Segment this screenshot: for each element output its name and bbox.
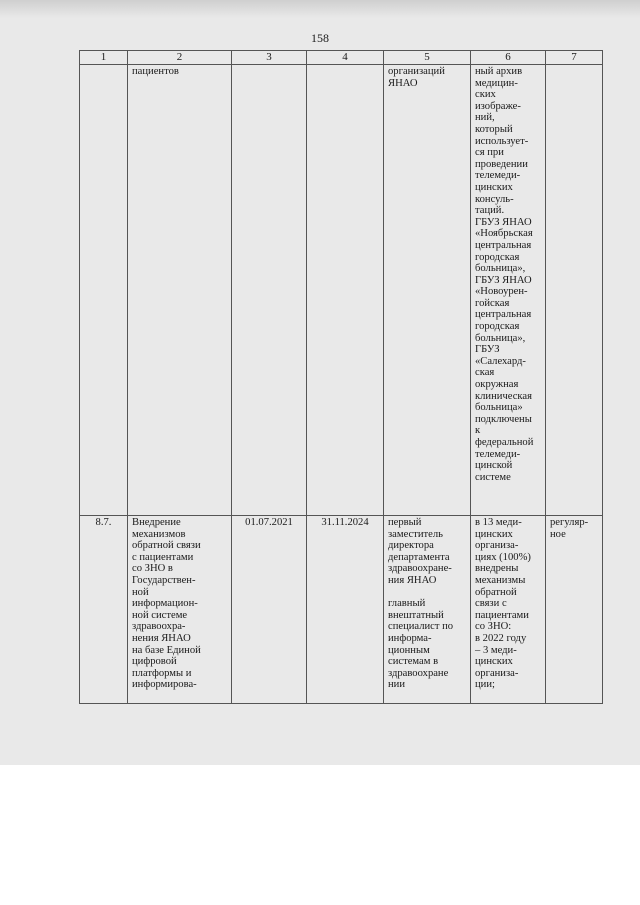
table-row bbox=[80, 516, 603, 704]
header-col-7: 7 bbox=[546, 51, 603, 65]
text-line: Государствен- bbox=[132, 574, 196, 586]
text-line: со ЗНО в bbox=[132, 563, 173, 575]
text-line: Внедрение bbox=[132, 517, 181, 528]
cell-number bbox=[80, 65, 128, 516]
text-line: консуль- bbox=[475, 193, 514, 205]
text-line: обратной bbox=[475, 586, 517, 598]
text-line: регуляр- bbox=[550, 517, 589, 528]
text-line: центральная bbox=[475, 309, 532, 321]
cell-activity bbox=[128, 65, 232, 516]
text-line: который bbox=[475, 123, 513, 135]
text-line: ния ЯНАО bbox=[388, 574, 437, 586]
text-line: цифровой bbox=[132, 656, 177, 668]
text-line: организа- bbox=[475, 540, 519, 552]
text-line: больница» bbox=[475, 402, 523, 414]
text-line: организа- bbox=[475, 667, 519, 679]
text-line: пациентов bbox=[132, 66, 179, 77]
text-line: ся при bbox=[475, 147, 504, 159]
header-col-2: 2 bbox=[128, 51, 232, 65]
page-number: 158 bbox=[311, 31, 329, 45]
text-line: городская bbox=[475, 251, 520, 263]
text-line: ный архив bbox=[475, 66, 523, 77]
text-line: системе bbox=[475, 471, 511, 483]
cell-responsible bbox=[384, 65, 471, 516]
responsible-second bbox=[388, 598, 466, 691]
text-line: медицин- bbox=[475, 77, 518, 89]
text-line: информирова- bbox=[132, 679, 197, 691]
text-line: гойская bbox=[475, 297, 510, 309]
text-line: в 2022 году bbox=[475, 632, 527, 644]
text-line: цинских bbox=[475, 528, 513, 540]
text-line: телемеди- bbox=[475, 170, 521, 182]
text-line: нии bbox=[388, 679, 406, 691]
cell-end-date: 31.11.2024 bbox=[307, 516, 384, 704]
text-line: к bbox=[475, 425, 481, 437]
text-line: департамента bbox=[388, 551, 450, 563]
text-line: обратной связи bbox=[132, 540, 201, 552]
header-col-5: 5 bbox=[384, 51, 471, 65]
header-row bbox=[80, 51, 603, 65]
text-line: окружная bbox=[475, 379, 519, 391]
text-line: внештатный bbox=[388, 609, 444, 621]
text-line: – 3 меди- bbox=[475, 644, 517, 656]
text-line: механизмов bbox=[132, 528, 186, 540]
text-line: «Ноябрьская bbox=[475, 228, 533, 240]
cell-frequency bbox=[546, 65, 603, 516]
text-line: с пациентами bbox=[132, 551, 194, 563]
header-col-1: 1 bbox=[80, 51, 128, 65]
text-line: со ЗНО: bbox=[475, 621, 512, 633]
text-line: информацион- bbox=[132, 598, 198, 610]
text-line: ГБУЗ ЯНАО bbox=[475, 216, 532, 228]
text-line: использует- bbox=[475, 135, 529, 147]
text-line: циях (100%) bbox=[475, 551, 531, 563]
plan-table bbox=[79, 50, 603, 704]
cell-start-date: 01.07.2021 bbox=[232, 516, 307, 704]
text-line: здравоохране- bbox=[388, 563, 452, 575]
text-line: «Новоурен- bbox=[475, 286, 528, 298]
text-line: первый bbox=[388, 517, 422, 528]
header-col-3: 3 bbox=[232, 51, 307, 65]
text-line: ГБУЗ bbox=[475, 344, 500, 356]
text-line: больница», bbox=[475, 332, 526, 344]
text-line: таций. bbox=[475, 205, 505, 217]
text-line: телемеди- bbox=[475, 448, 521, 460]
text-line: директора bbox=[388, 540, 434, 552]
cell-result bbox=[471, 65, 546, 516]
text-line: ских bbox=[475, 89, 496, 101]
text-line: здравоохране bbox=[388, 667, 449, 679]
text-line: цинской bbox=[475, 460, 513, 472]
text-line: городская bbox=[475, 321, 520, 333]
text-line: организаций bbox=[388, 66, 445, 77]
header-col-4: 4 bbox=[307, 51, 384, 65]
text-line: ной системе bbox=[132, 609, 188, 621]
text-line: ЯНАО bbox=[388, 77, 418, 89]
cell-frequency bbox=[546, 516, 603, 704]
text-line: ной bbox=[132, 586, 149, 598]
text-line: ний, bbox=[475, 112, 495, 124]
cell-result bbox=[471, 516, 546, 704]
cell-number: 8.7. bbox=[80, 516, 128, 704]
text-line: механизмы bbox=[475, 574, 526, 586]
text-line: ное bbox=[550, 528, 566, 540]
text-line: заместитель bbox=[388, 528, 444, 540]
text-line: связи с bbox=[475, 598, 507, 610]
text-line: нения ЯНАО bbox=[132, 632, 191, 644]
text-line: главный bbox=[388, 598, 426, 610]
text-line: в 13 меди- bbox=[475, 517, 522, 528]
text-line: на базе Единой bbox=[132, 644, 201, 656]
text-line: клиническая bbox=[475, 390, 532, 402]
text-line: специалист по bbox=[388, 621, 454, 633]
text-line: ская bbox=[475, 367, 495, 379]
text-line: платформы и bbox=[132, 667, 192, 679]
text-line: ционным bbox=[388, 644, 430, 656]
cell-responsible bbox=[384, 516, 471, 704]
text-line: ции; bbox=[475, 679, 495, 691]
text-line: информа- bbox=[388, 632, 432, 644]
text-line: проведении bbox=[475, 158, 528, 170]
cell-end-date bbox=[307, 65, 384, 516]
text-line: подключены bbox=[475, 413, 532, 425]
text-line: ГБУЗ ЯНАО bbox=[475, 274, 532, 286]
table-row bbox=[80, 65, 603, 516]
responsible-first bbox=[388, 517, 466, 587]
scan-shadow bbox=[0, 0, 640, 18]
spacer bbox=[388, 587, 466, 599]
text-line: системам в bbox=[388, 656, 439, 668]
cell-start-date bbox=[232, 65, 307, 516]
text-line: здравоохра- bbox=[132, 621, 186, 633]
cell-activity bbox=[128, 516, 232, 704]
text-line: цинских bbox=[475, 656, 513, 668]
text-line: изображе- bbox=[475, 100, 521, 112]
text-line: цинских bbox=[475, 181, 513, 193]
text-line: центральная bbox=[475, 239, 532, 251]
header-col-6: 6 bbox=[471, 51, 546, 65]
text-line: «Салехард- bbox=[475, 355, 526, 367]
text-line: больница», bbox=[475, 263, 526, 275]
text-line: внедрены bbox=[475, 563, 519, 575]
text-line: пациентами bbox=[475, 609, 529, 621]
text-line: федеральной bbox=[475, 437, 534, 448]
